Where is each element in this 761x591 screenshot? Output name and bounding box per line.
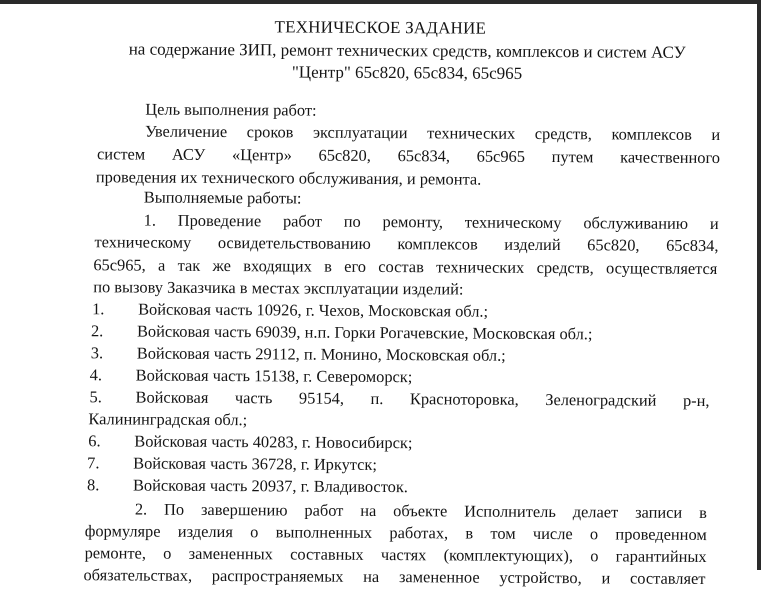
- item1-line: 65с965, а так же входящих в его состав технических средств, осуществляется: [93, 255, 718, 279]
- item2-line: ремонте, о замененных составных частях (комплектующих), о гарантийных: [84, 543, 707, 567]
- location-number: 5.: [89, 387, 102, 407]
- item2-line: обязательствах, распространяемых на замененное устройство, и составляет: [83, 565, 706, 588]
- location-item: [87, 474, 408, 498]
- location-text: Войсковая часть 36728, г. Иркутск;: [133, 453, 378, 474]
- location-text: Войсковая часть 69039, н.п. Горки Рогачевские, Московская обл.;: [136, 321, 593, 344]
- location-number: 3.: [90, 343, 104, 363]
- location-text: Войсковая часть 29112, п. Монино, Московская обл.;: [136, 343, 506, 365]
- goal-heading: Цель выполнения работ:: [145, 99, 317, 120]
- location-number: 8.: [86, 475, 100, 495]
- location-text: Войсковая часть 40283, г. Новосибирск;: [134, 431, 413, 453]
- location-item: [87, 452, 377, 476]
- item2-line: 2. По завершению работ на объекте Исполнитель делает записи в: [134, 499, 707, 523]
- location-number: 1.: [92, 299, 105, 319]
- goal-line: проведения их технического обслуживания, и ремонта.: [95, 167, 482, 189]
- location-item: [92, 298, 488, 322]
- location-item: [88, 430, 412, 454]
- location-number: 6.: [88, 431, 101, 451]
- location-number: 2.: [90, 321, 104, 341]
- location-item: [91, 342, 506, 367]
- goal-line: Увеличение сроков эксплуатации технических средств, комплексов и: [145, 121, 721, 145]
- location-number: 4.: [89, 365, 103, 385]
- item2-line: формуляре изделия о выполненных работах, в том числе о проведенном: [84, 521, 707, 545]
- doc-subtitle-line-1: на содержание ЗИП, ремонт технических средств, комплексов и систем АСУ: [128, 39, 686, 62]
- doc-subtitle-line-2: "Центр" 65с820, 65с834, 65с965: [291, 62, 523, 83]
- doc-title: ТЕХНИЧЕСКОЕ ЗАДАНИЕ: [274, 17, 487, 38]
- location-text: Войсковая часть 95154, п. Красноторовка, Зеленоградский р-н,: [135, 387, 710, 411]
- works-heading: Выполняемые работы:: [143, 187, 302, 208]
- goal-line: систем АСУ «Центр» 65с820, 65с834, 65с965 путем качественного: [96, 144, 721, 168]
- location-text: Войсковая часть 15138, г. Североморск;: [135, 365, 413, 387]
- location-continuation: Калининградская обл.;: [88, 409, 248, 430]
- location-number: 7.: [87, 453, 100, 473]
- location-item: [90, 364, 413, 388]
- item1-line: по вызову Заказчика в местах эксплуатации изделий:: [93, 277, 464, 299]
- location-text: Войсковая часть 20937, г. Владивосток.: [132, 475, 409, 497]
- item1-line: 1. Проведение работ по ремонту, техническому обслуживанию и: [143, 210, 719, 234]
- item1-line: техническому освидетельствованию комплексов изделий 65с820, 65с834,: [94, 232, 719, 256]
- location-item: [91, 320, 593, 345]
- location-text: Войсковая часть 10926, г. Чехов, Московская обл.;: [138, 299, 489, 321]
